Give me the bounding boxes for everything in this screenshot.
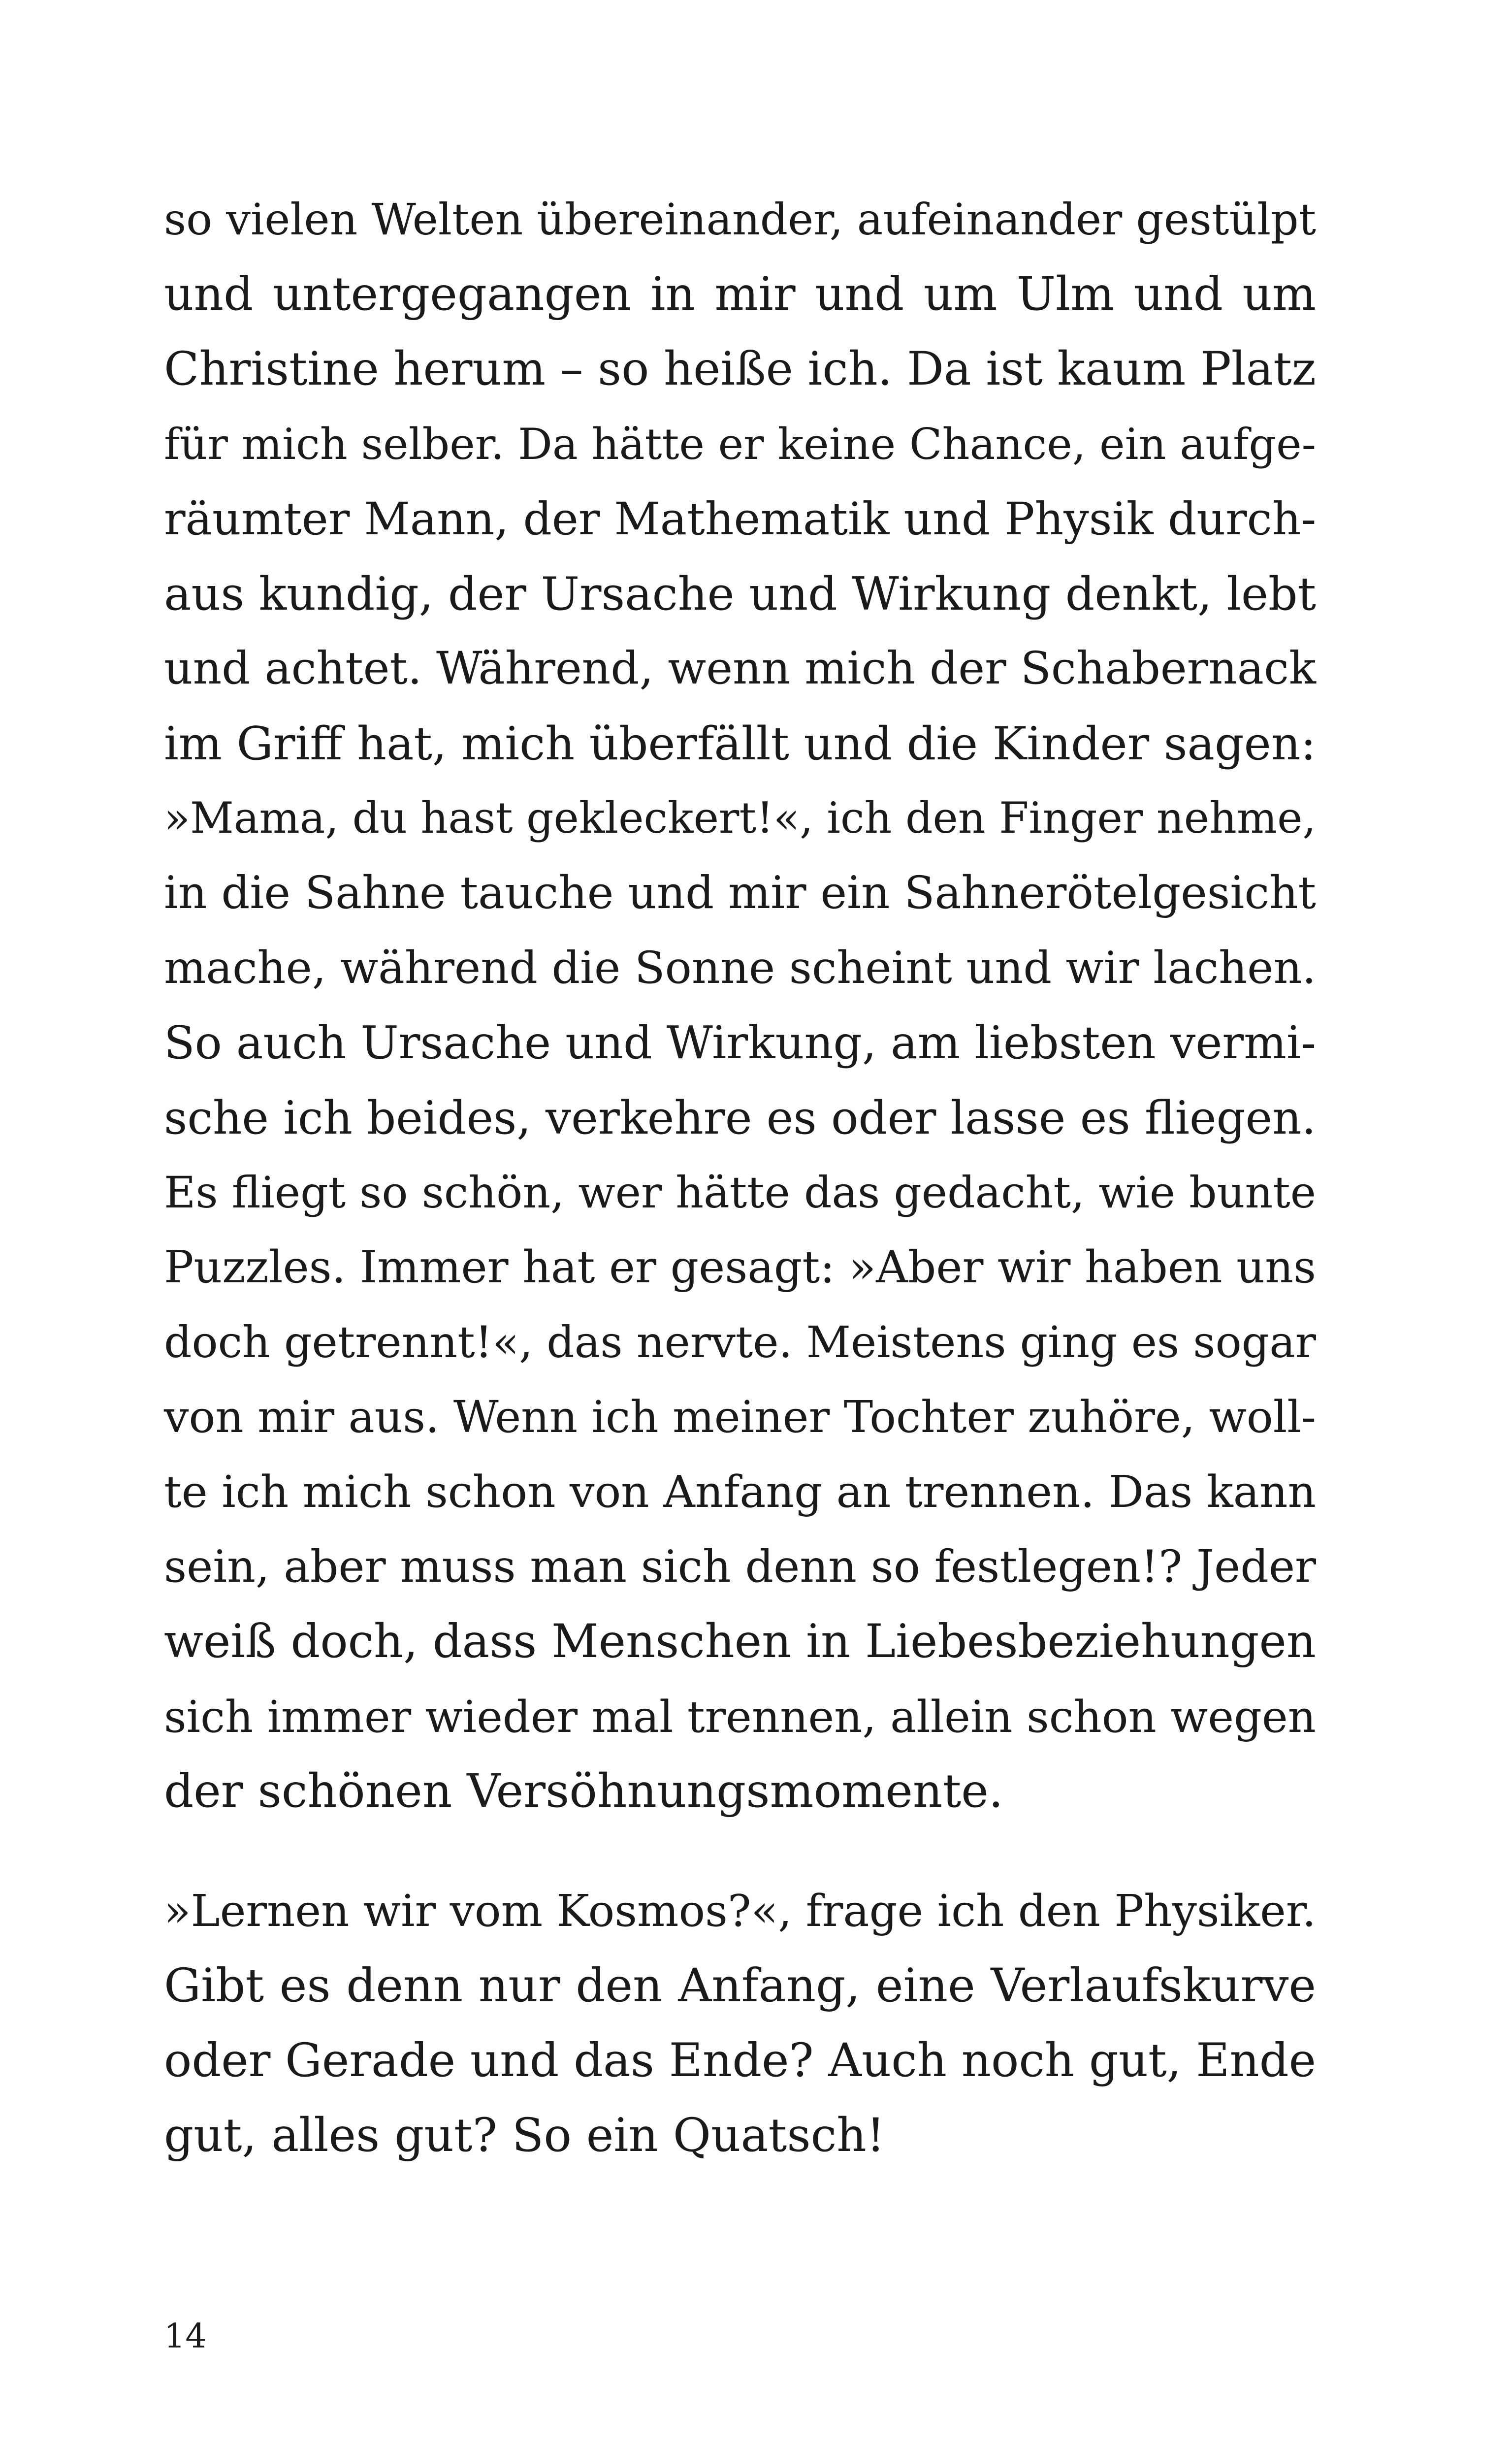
text-line: sich immer wieder mal trennen, allein schon wegen <box>164 1691 1316 1742</box>
text-line: aus kundig, der Ursache und Wirkung denkt, lebt <box>164 567 1316 620</box>
text-line: te ich mich schon von Anfang an trennen. Das kann <box>164 1466 1316 1518</box>
text-line: So auch Ursache und Wirkung, am liebsten vermi- <box>164 1016 1317 1069</box>
page-number: 14 <box>164 2317 207 2356</box>
text-line: im Griff hat, mich überfällt und die Kinder sagen: <box>164 717 1316 770</box>
text-line: und untergegangen in mir und um Ulm und um <box>164 267 1316 321</box>
text-line: in die Sahne tauche und mir ein Sahnerötelgesicht <box>164 867 1316 919</box>
text-line: sein, aber muss man sich denn so festlegen!? Jeder <box>164 1541 1316 1593</box>
text-line: »Lernen wir vom Kosmos?«, frage ich den Physiker. <box>164 1886 1316 1937</box>
text-line: und achtet. Während, wenn mich der Schabernack <box>164 643 1316 694</box>
text-line: Gibt es denn nur den Anfang, eine Verlaufskurve <box>164 1959 1316 2013</box>
text-line: weiß doch, dass Menschen in Liebesbeziehungen <box>164 1615 1316 1668</box>
text-line: Es fliegt so schön, wer hätte das gedacht, wie bunte <box>164 1167 1316 1218</box>
text-line: doch getrennt!«, das nervte. Meistens ging es sogar <box>164 1317 1316 1368</box>
text-line: »Mama, du hast gekleckert!«, ich den Finger nehme, <box>164 793 1316 843</box>
text-line: von mir aus. Wenn ich meiner Tochter zuhöre, woll- <box>164 1392 1316 1443</box>
text-line: Puzzles. Immer hat er gesagt: »Aber wir haben uns <box>164 1242 1316 1293</box>
text-line: mache, während die Sonne scheint und wir lachen. <box>164 942 1317 994</box>
paragraph-1 <box>164 182 1316 1829</box>
text-line: Christine herum – so heiße ich. Da ist kaum Platz <box>164 342 1316 396</box>
paragraph-2 <box>164 1874 1316 2173</box>
text-line: gut, alles gut? So ein Quatsch! <box>164 2109 885 2162</box>
text-line: räumter Mann, der Mathematik und Physik durch- <box>164 492 1317 545</box>
text-line: so vielen Welten übereinander, aufeinander gestülpt <box>164 194 1316 245</box>
text-line: oder Gerade und das Ende? Auch noch gut, Ende <box>164 2034 1317 2087</box>
text-line: der schönen Versöhnungsmomente. <box>164 1764 1003 1818</box>
text-line: sche ich beides, verkehre es oder lasse es fliegen. <box>164 1091 1316 1144</box>
text-line: für mich selber. Da hätte er keine Chance, ein aufge- <box>164 419 1316 469</box>
